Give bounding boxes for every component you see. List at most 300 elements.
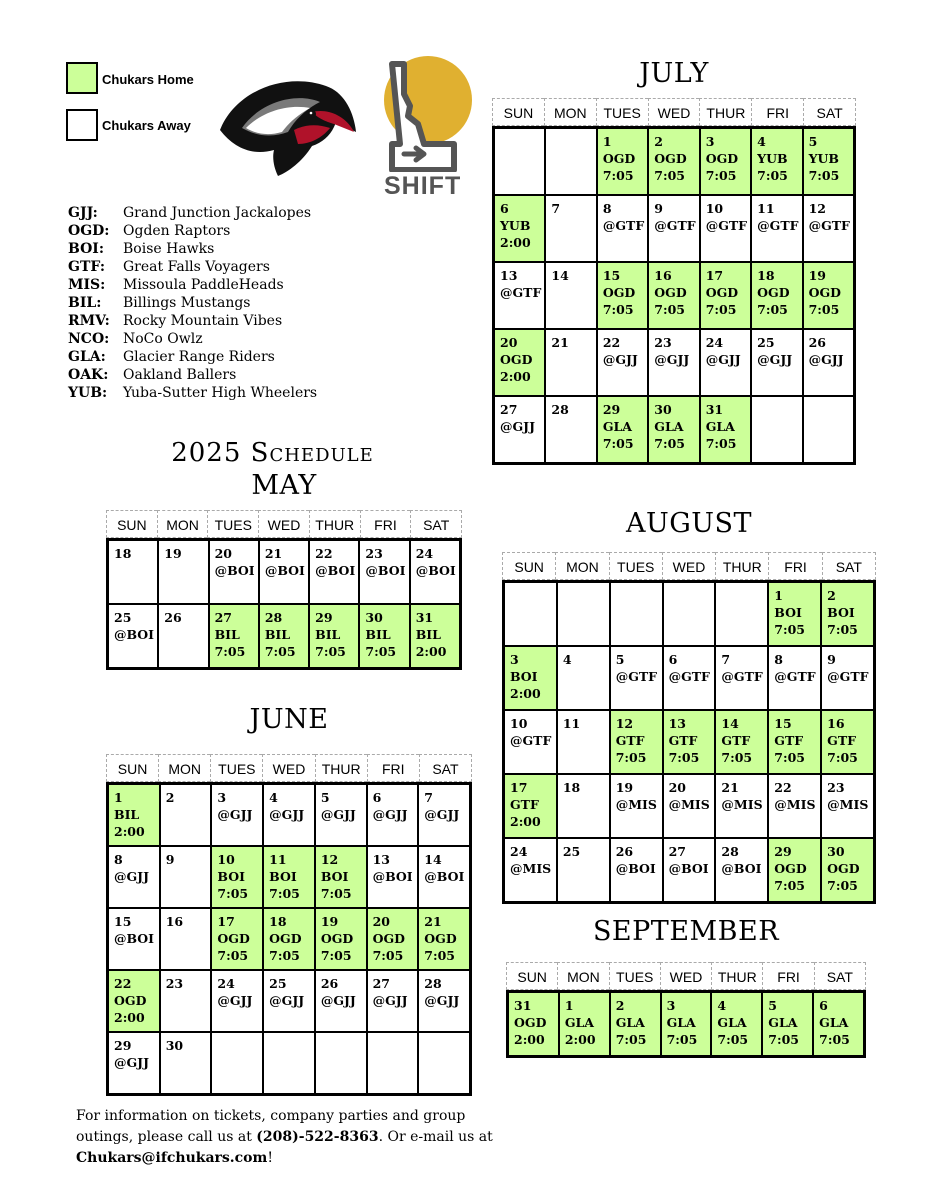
month-title-september: SEPTEMBER [592,916,780,947]
game-time: 7:05 [717,1032,749,1047]
opponent: @BOI [372,869,413,884]
day-number: 18 [757,268,775,283]
team-key-row [68,258,317,276]
weekday-label: WED [660,962,711,990]
game-time: 7:05 [819,1032,850,1047]
team-key-row [68,204,317,222]
day-number: 9 [165,852,175,867]
game-time: 7:05 [269,886,300,901]
day-number: 3 [217,790,227,805]
weekday-header [506,962,866,990]
game-time: 7:05 [654,168,685,183]
game-time: 7:05 [264,644,296,659]
home-game-cell [315,908,367,970]
day-number: 17 [217,914,235,929]
game-time: 7:05 [827,622,858,637]
game-time: 7:05 [808,302,840,317]
away-game-cell [263,784,315,846]
weekday-label: WED [258,510,309,538]
home-legend-swatch [66,62,98,94]
day-number: 3 [666,998,676,1013]
home-game-cell [648,128,699,195]
game-time: 7:05 [424,948,455,963]
calendar-grid [506,990,866,1058]
opponent: @GTF [500,285,542,300]
team-name: Yuba-Sutter High Wheelers [123,385,318,401]
away-game-cell [597,195,648,262]
day-number: 8 [602,201,612,216]
opponent: BOI [774,605,802,620]
day-number: 27 [214,610,232,625]
weekday-label: TUES [609,552,662,580]
opponent: BOI [827,605,855,620]
team-name: Ogden Raptors [123,223,231,239]
footer-text-2: . Or e-mail us at [378,1129,493,1145]
opponent: @GJJ [114,869,150,884]
day-number: 18 [269,914,287,929]
day-number: 25 [269,976,287,991]
opponent: @BOI [415,563,456,578]
game-time: 7:05 [768,1032,799,1047]
opponent: @GTF [774,669,816,684]
day-number: 31 [514,998,532,1013]
day-number: 25 [757,335,775,350]
schedule-title: 2025 Schedule [171,438,374,468]
home-game-cell [751,128,802,195]
day-number: 25 [114,610,132,625]
opponent: @BOI [668,861,709,876]
opponent: BIL [214,627,240,642]
day-number: 6 [500,201,509,216]
away-game-cell [494,262,545,329]
day-number: 23 [365,546,383,561]
day-number: 15 [114,914,132,929]
game-time: 2:00 [510,686,541,701]
game-time: 7:05 [774,878,805,893]
home-game-cell [803,262,854,329]
footer-end: ! [267,1150,273,1166]
day-number: 26 [320,976,339,991]
game-time: 2:00 [510,814,541,829]
opponent: @MIS [668,797,710,812]
empty-cell [418,1032,470,1094]
home-game-cell [803,128,854,195]
opponent: OGD [514,1015,547,1030]
day-number: 21 [264,546,283,561]
game-time: 7:05 [668,750,700,765]
empty-cell [263,1032,315,1094]
home-game-cell [700,262,751,329]
day-number: 4 [757,134,766,149]
away-game-cell [610,774,663,838]
day-number: 19 [808,268,826,283]
opponent: GLA [564,1015,595,1030]
day-number: 30 [165,1038,184,1053]
weekday-label: TUES [609,962,660,990]
day-number: 2 [654,134,663,149]
opponent: @GTF [668,669,710,684]
team-key-row [68,384,317,402]
day-number: 7 [424,790,433,805]
away-game-cell [418,970,470,1032]
opponent: @MIS [827,797,869,812]
home-game-cell [813,992,864,1056]
day-number: 2 [165,790,175,805]
opponent: BIL [365,627,391,642]
game-time: 7:05 [774,750,805,765]
away-game-cell [209,540,259,604]
month-title-july: JULY [639,58,709,89]
day-number: 7 [551,201,561,216]
team-key-row [68,276,317,294]
opponent: @GJJ [424,993,460,1008]
game-time: 7:05 [217,948,249,963]
game-time: 2:00 [114,1010,145,1025]
off-day-cell [160,970,212,1032]
weekday-label: THUR [715,552,768,580]
home-game-cell [359,604,409,668]
opponent: BIL [264,627,291,642]
empty-cell [715,582,768,646]
day-number: 14 [424,852,442,867]
weekday-label: FRI [751,98,803,126]
empty-cell [494,128,545,195]
home-game-cell [410,604,460,668]
team-key-row [68,222,317,240]
day-number: 30 [827,844,845,859]
month-title-may: MAY [251,470,317,501]
team-code: GTF: [68,259,105,275]
opponent: @MIS [774,797,816,812]
email-link[interactable]: Chukars@ifchukars.com [76,1150,268,1166]
day-number: 3 [705,134,715,149]
off-day-cell [160,846,212,908]
home-game-cell [821,838,874,902]
weekday-label: FRI [367,754,419,782]
opponent: BOI [510,669,538,684]
weekday-label: THUR [315,754,367,782]
team-code: BIL: [68,295,102,311]
day-number: 11 [562,716,581,731]
away-game-cell [315,784,367,846]
team-key-row [68,294,317,312]
opponent: @GTF [654,218,696,233]
away-game-cell [610,838,663,902]
away-game-cell [259,540,309,604]
opponent: @BOI [114,931,155,946]
opponent: GLA [615,1015,645,1030]
calendar-grid [106,782,472,1096]
away-game-cell [410,540,460,604]
off-day-cell [557,774,610,838]
day-number: 9 [827,652,836,667]
away-game-cell [768,774,821,838]
team-code: GLA: [68,349,106,365]
opponent: BIL [415,627,441,642]
day-number: 29 [315,610,333,625]
game-time: 7:05 [269,948,300,963]
calendar-july [492,98,856,465]
away-game-cell [610,646,663,710]
game-time: 7:05 [757,302,788,317]
home-game-cell [711,992,762,1056]
day-number: 26 [808,335,826,350]
away-game-cell [108,1032,160,1094]
opponent: OGD [500,352,533,367]
opponent: BIL [315,627,341,642]
opponent: GTF [827,733,856,748]
weekday-label: SUN [502,552,555,580]
weekday-label: SUN [106,510,157,538]
opponent: OGD [654,151,687,166]
day-number: 6 [372,790,382,805]
opponent: OGD [602,151,636,166]
away-game-cell [504,838,557,902]
home-game-cell [751,262,802,329]
away-game-cell [648,195,699,262]
game-time: 7:05 [827,878,858,893]
home-game-cell [508,992,559,1056]
home-game-cell [762,992,813,1056]
day-number: 22 [114,976,132,991]
day-number: 1 [114,790,123,805]
weekday-label: WED [648,98,700,126]
day-number: 5 [320,790,330,805]
home-game-cell [559,992,610,1056]
opponent: OGD [372,931,405,946]
game-time: 2:00 [500,235,531,250]
home-game-cell [504,774,557,838]
day-number: 6 [819,998,828,1013]
day-number: 25 [562,844,581,859]
day-number: 29 [114,1038,132,1053]
day-number: 10 [705,201,724,216]
home-game-cell [494,329,545,396]
day-number: 17 [510,780,528,795]
day-number: 31 [705,402,724,417]
opponent: @GTF [721,669,763,684]
opponent: BOI [269,869,297,884]
home-game-cell [661,992,712,1056]
home-game-cell [209,604,259,668]
game-time: 7:05 [705,302,737,317]
home-game-cell [494,195,545,262]
opponent: @GJJ [372,993,408,1008]
day-number: 16 [827,716,845,731]
day-number: 21 [424,914,442,929]
idaho-shift-icon [378,54,474,172]
off-day-cell [545,396,596,463]
team-key-row [68,348,317,366]
team-name: Boise Hawks [123,241,215,257]
phone-number[interactable]: (208)-522-8363 [256,1129,379,1145]
opponent: GTF [774,733,804,748]
home-game-cell [504,646,557,710]
day-number: 22 [315,546,333,561]
weekday-label: FRI [360,510,411,538]
opponent: @GJJ [808,352,844,367]
opponent: @BOI [365,563,406,578]
opponent: @GJJ [654,352,690,367]
day-number: 1 [564,998,574,1013]
opponent: @GJJ [602,352,638,367]
game-time: 7:05 [615,1032,647,1047]
day-number: 21 [721,780,739,795]
opponent: @GJJ [757,352,793,367]
away-game-cell [418,846,470,908]
game-time: 2:00 [514,1032,545,1047]
opponent: GLA [654,419,684,434]
weekday-label: SUN [492,98,544,126]
game-time: 7:05 [320,948,352,963]
day-number: 4 [562,652,572,667]
team-name: Great Falls Voyagers [123,259,270,275]
day-number: 16 [165,914,184,929]
off-day-cell [557,646,610,710]
opponent: @GJJ [705,352,741,367]
game-time: 2:00 [500,369,531,384]
opponent: @BOI [264,563,305,578]
home-game-cell [700,128,751,195]
day-number: 26 [164,610,182,625]
game-time: 7:05 [774,622,805,637]
weekday-label: SUN [106,754,158,782]
day-number: 27 [372,976,390,991]
empty-cell [504,582,557,646]
day-number: 15 [602,268,621,283]
away-legend-swatch [66,109,98,141]
off-day-cell [160,784,212,846]
game-time: 2:00 [114,824,145,839]
month-title-june: JUNE [249,704,329,735]
opponent: @GJJ [217,807,253,822]
day-number: 8 [774,652,783,667]
opponent: @GTF [510,733,552,748]
opponent: OGD [808,285,841,300]
day-number: 9 [654,201,663,216]
away-game-cell [821,646,874,710]
day-number: 16 [654,268,672,283]
weekday-label: TUES [210,754,262,782]
day-number: 13 [668,716,686,731]
away-game-cell [821,774,874,838]
home-game-cell [700,396,751,463]
game-time: 7:05 [320,886,352,901]
empty-cell [545,128,596,195]
opponent: OGD [602,285,636,300]
off-day-cell [545,262,596,329]
opponent: GLA [819,1015,849,1030]
empty-cell [803,396,854,463]
day-number: 8 [114,852,123,867]
day-number: 24 [510,844,528,859]
day-number: 12 [615,716,634,731]
day-number: 7 [721,652,731,667]
away-game-cell [359,540,409,604]
weekday-label: MON [158,754,210,782]
weekday-label: TUES [596,98,648,126]
off-day-cell [545,195,596,262]
away-game-cell [700,195,751,262]
opponent: BIL [114,807,140,822]
day-number: 28 [551,402,569,417]
away-game-cell [803,195,854,262]
away-game-cell [715,838,768,902]
away-game-cell [663,646,716,710]
away-game-cell [700,329,751,396]
away-game-cell [418,784,470,846]
day-number: 23 [654,335,672,350]
home-game-cell [263,908,315,970]
opponent: OGD [705,151,739,166]
home-game-cell [768,838,821,902]
day-number: 22 [774,780,792,795]
home-game-cell [367,908,419,970]
game-time: 7:05 [705,436,737,451]
calendar-grid [492,126,856,465]
off-day-cell [158,604,208,668]
opponent: GLA [717,1015,747,1030]
opponent: OGD [774,861,807,876]
weekday-label: SUN [506,962,557,990]
day-number: 28 [424,976,442,991]
day-number: 18 [114,546,132,561]
home-game-cell [259,604,309,668]
day-number: 29 [774,844,792,859]
opponent: GTF [668,733,698,748]
opponent: OGD [424,931,457,946]
game-time: 7:05 [827,750,858,765]
opponent: YUB [808,151,839,166]
opponent: OGD [217,931,250,946]
day-number: 14 [551,268,569,283]
calendar-grid [106,538,462,670]
home-legend-label: Chukars Home [102,72,194,87]
away-game-cell [597,329,648,396]
calendar-august [502,552,876,904]
day-number: 19 [320,914,339,929]
day-number: 27 [500,402,518,417]
empty-cell [315,1032,367,1094]
opponent: @GJJ [114,1055,150,1070]
contact-footer [76,1106,496,1169]
opponent: @GJJ [217,993,253,1008]
home-game-cell [821,582,874,646]
weekday-label: SAT [419,754,472,782]
off-day-cell [557,838,610,902]
game-time: 7:05 [721,750,753,765]
home-game-cell [315,846,367,908]
opponent: @GJJ [269,807,305,822]
opponent: @GJJ [500,419,536,434]
calendar-grid [502,580,876,904]
opponent: @GJJ [372,807,408,822]
weekday-label: THUR [309,510,360,538]
team-key-row [68,330,317,348]
away-game-cell [263,970,315,1032]
month-title-august: AUGUST [625,508,753,539]
opponent: @GTF [705,218,748,233]
off-day-cell [160,908,212,970]
day-number: 31 [415,610,434,625]
day-number: 17 [705,268,724,283]
game-time: 7:05 [315,644,346,659]
team-name: Grand Junction Jackalopes [123,205,312,221]
day-number: 27 [668,844,686,859]
team-name: NoCo Owlz [123,331,203,347]
home-game-cell [610,710,663,774]
weekday-label: THUR [711,962,762,990]
